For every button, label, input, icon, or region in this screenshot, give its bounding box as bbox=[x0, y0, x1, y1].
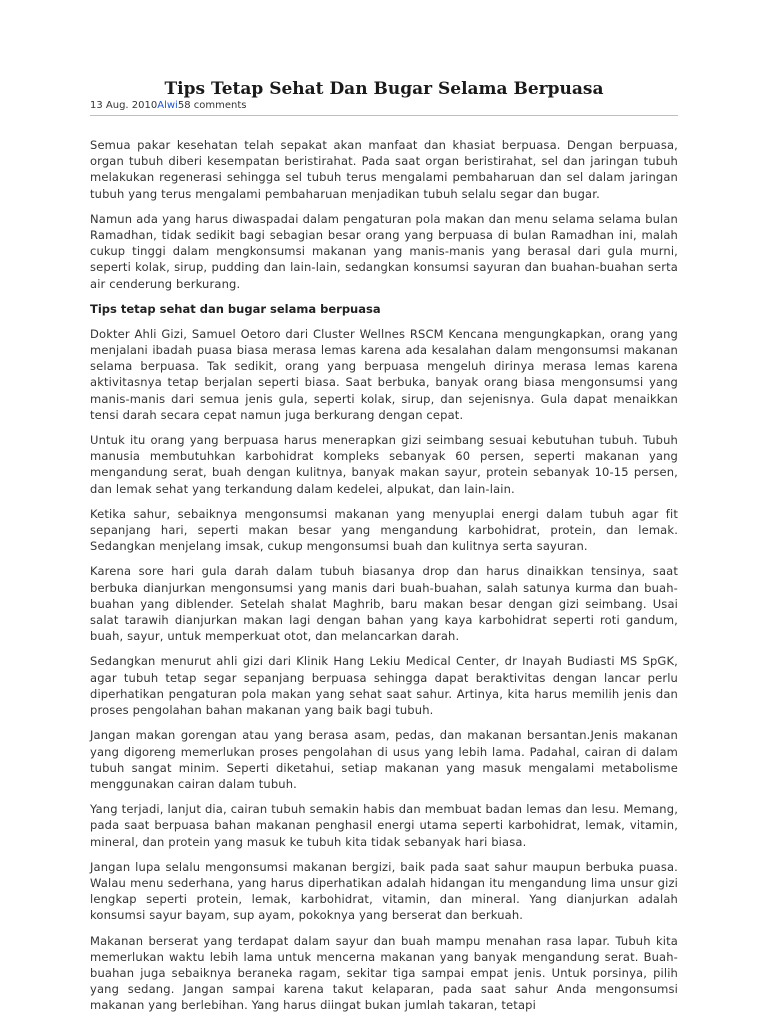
paragraph: Karena sore hari gula darah dalam tubuh biasanya drop dan harus dinaikkan tensinya, saat berbuka dianjurkan mengonsumsi yang manis dari buah-buahan, salah satunya kurma dan buah-buahan yang diblender. Setelah shalat Maghrib, baru makan besar dengan gizi seimbang. Usai salat tarawih dianjurkan makan lagi dengan bahan yang kaya karbohidrat seperti roti gandum, buah, sayur, untuk memperkuat otot, dan melancarkan darah. bbox=[90, 564, 678, 644]
article-body bbox=[90, 137, 678, 1014]
paragraph: Jangan lupa selalu mengonsumsi makanan bergizi, baik pada saat sahur maupun berbuka puasa. Walau menu sederhana, yang harus diperhatikan adalah hidangan itu mengandung lima unsur gizi lengkap seperti protein, lemak, karbohidrat, vitamin, dan mineral. Yang dianjurkan adalah konsumsi sayur bayam, sup ayam, pokoknya yang berserat dan berkuah. bbox=[90, 859, 678, 923]
paragraph: Ketika sahur, sebaiknya mengonsumsi makanan yang menyuplai energi dalam tubuh agar fit sepanjang hari, seperti makan besar yang mengandung karbohidrat, protein, dan lemak. Sedangkan menjelang imsak, cukup mengonsumsi buah dan kulitnya serta sayuran. bbox=[90, 506, 678, 554]
comments-count[interactable]: 58 comments bbox=[177, 100, 247, 111]
paragraph: Yang terjadi, lanjut dia, cairan tubuh semakin habis dan membuat badan lemas dan lesu. Memang, pada saat berpuasa bahan makanan penghasil energi utama seperti karbohidrat, lemak, vitamin, mineral, dan protein yang masuk ke tubuh kita tidak sebanyak hari biasa. bbox=[90, 802, 678, 849]
article-title: Tips Tetap Sehat Dan Bugar Selama Berpuasa bbox=[164, 79, 604, 99]
article-date: 13 Aug. 2010 bbox=[90, 100, 158, 111]
paragraph: Namun ada yang harus diwaspadai dalam pengaturan pola makan dan menu selama selama bulan Ramadhan, tidak sedikit bagi sebagian besar orang yang berpuasa di bulan Ramadhan ini, malah cukup tinggi dalam mengkonsumsi makanan yang manis-manis yang berasal dari gula murni, seperti kolak, sirup, pudding dan lain-lain, sedangkan konsumsi sayuran dan buahan-buahan serta air cenderung berkurang. bbox=[90, 211, 678, 291]
paragraph: Sedangkan menurut ahli gizi dari Klinik Hang Lekiu Medical Center, dr Inayah Budiasti MS SpGK, agar tubuh tetap segar sepanjang berpuasa sehingga dapat beraktivitas dengan lancar perlu diperhatikan pengaturan pola makan yang sehat saat sahur. Artinya, kita harus memilih jenis dan proses pengolahan bahan makanan yang baik bagi tubuh. bbox=[90, 654, 678, 718]
paragraph: Jangan makan gorengan atau yang berasa asam, pedas, dan makanan bersantan.Jenis makanan yang digoreng memerlukan proses pengolahan di usus yang lebih lama. Padahal, cairan di dalam tubuh sangat minim. Seperti diketahui, setiap makanan yang masuk mengalami metabolisme menggunakan cairan dalam tubuh. bbox=[90, 728, 678, 791]
article-meta bbox=[90, 99, 678, 116]
paragraph: Dokter Ahli Gizi, Samuel Oetoro dari Cluster Wellnes RSCM Kencana mengungkapkan, orang yang menjalani ibadah puasa biasa merasa lemas karena ada kesalahan dalam mengonsumsi makanan selama berpuasa. Tak sedikit, orang yang berpuasa mengeluh dirinya merasa lemas karena aktivitasnya tetap berjalan seperti biasa. Saat berbuka, banyak orang biasa mengonsumsi yang manis-manis dari semua jenis gula, seperti kolak, sirup, dan sejenisnya. Gula dapat menaikkan tensi darah secara cepat namun juga berkurang dengan cepat. bbox=[90, 326, 678, 422]
article-page bbox=[90, 0, 678, 1023]
paragraph: Makanan berserat yang terdapat dalam sayur dan buah mampu menahan rasa lapar. Tubuh kita memerlukan waktu lebih lama untuk mencerna makanan yang banyak mengandung serat. Buah-buahan juga sebaiknya beraneka ragam, sekitar tiga sampai empat jenis. Untuk porsinya, pilih yang sedang. Jangan sampai karena takut kelaparan, pada saat sahur Anda mengonsumsi makanan yang berlebihan. Yang harus diingat bukan jumlah takaran, tetapi bbox=[90, 933, 678, 1013]
paragraph: Semua pakar kesehatan telah sepakat akan manfaat dan khasiat berpuasa. Dengan berpuasa, organ tubuh diberi kesempatan beristirahat. Pada saat organ beristirahat, sel dan jaringan tubuh melakukan regenerasi sehingga sel tubuh terus mengalami pembaharuan dan sel dalam jaringan tubuh yang terus mengalami pembaharuan menjadikan tubuh selalu segar dan bugar. bbox=[90, 138, 678, 201]
paragraph: Untuk itu orang yang berpuasa harus menerapkan gizi seimbang sesuai kebutuhan tubuh. Tubuh manusia membutuhkan karbohidrat kompleks sebanyak 60 persen, seperti makanan yang mengandung serat, buah dengan kulitnya, banyak makan sayur, protein sebanyak 10-15 persen, dan lemak sehat yang terkandung dalam kedelei, alpukat, dan lain-lain. bbox=[90, 433, 678, 496]
section-heading: Tips tetap sehat dan bugar selama berpuasa bbox=[90, 301, 381, 316]
author-link[interactable]: Alwi bbox=[157, 100, 178, 111]
